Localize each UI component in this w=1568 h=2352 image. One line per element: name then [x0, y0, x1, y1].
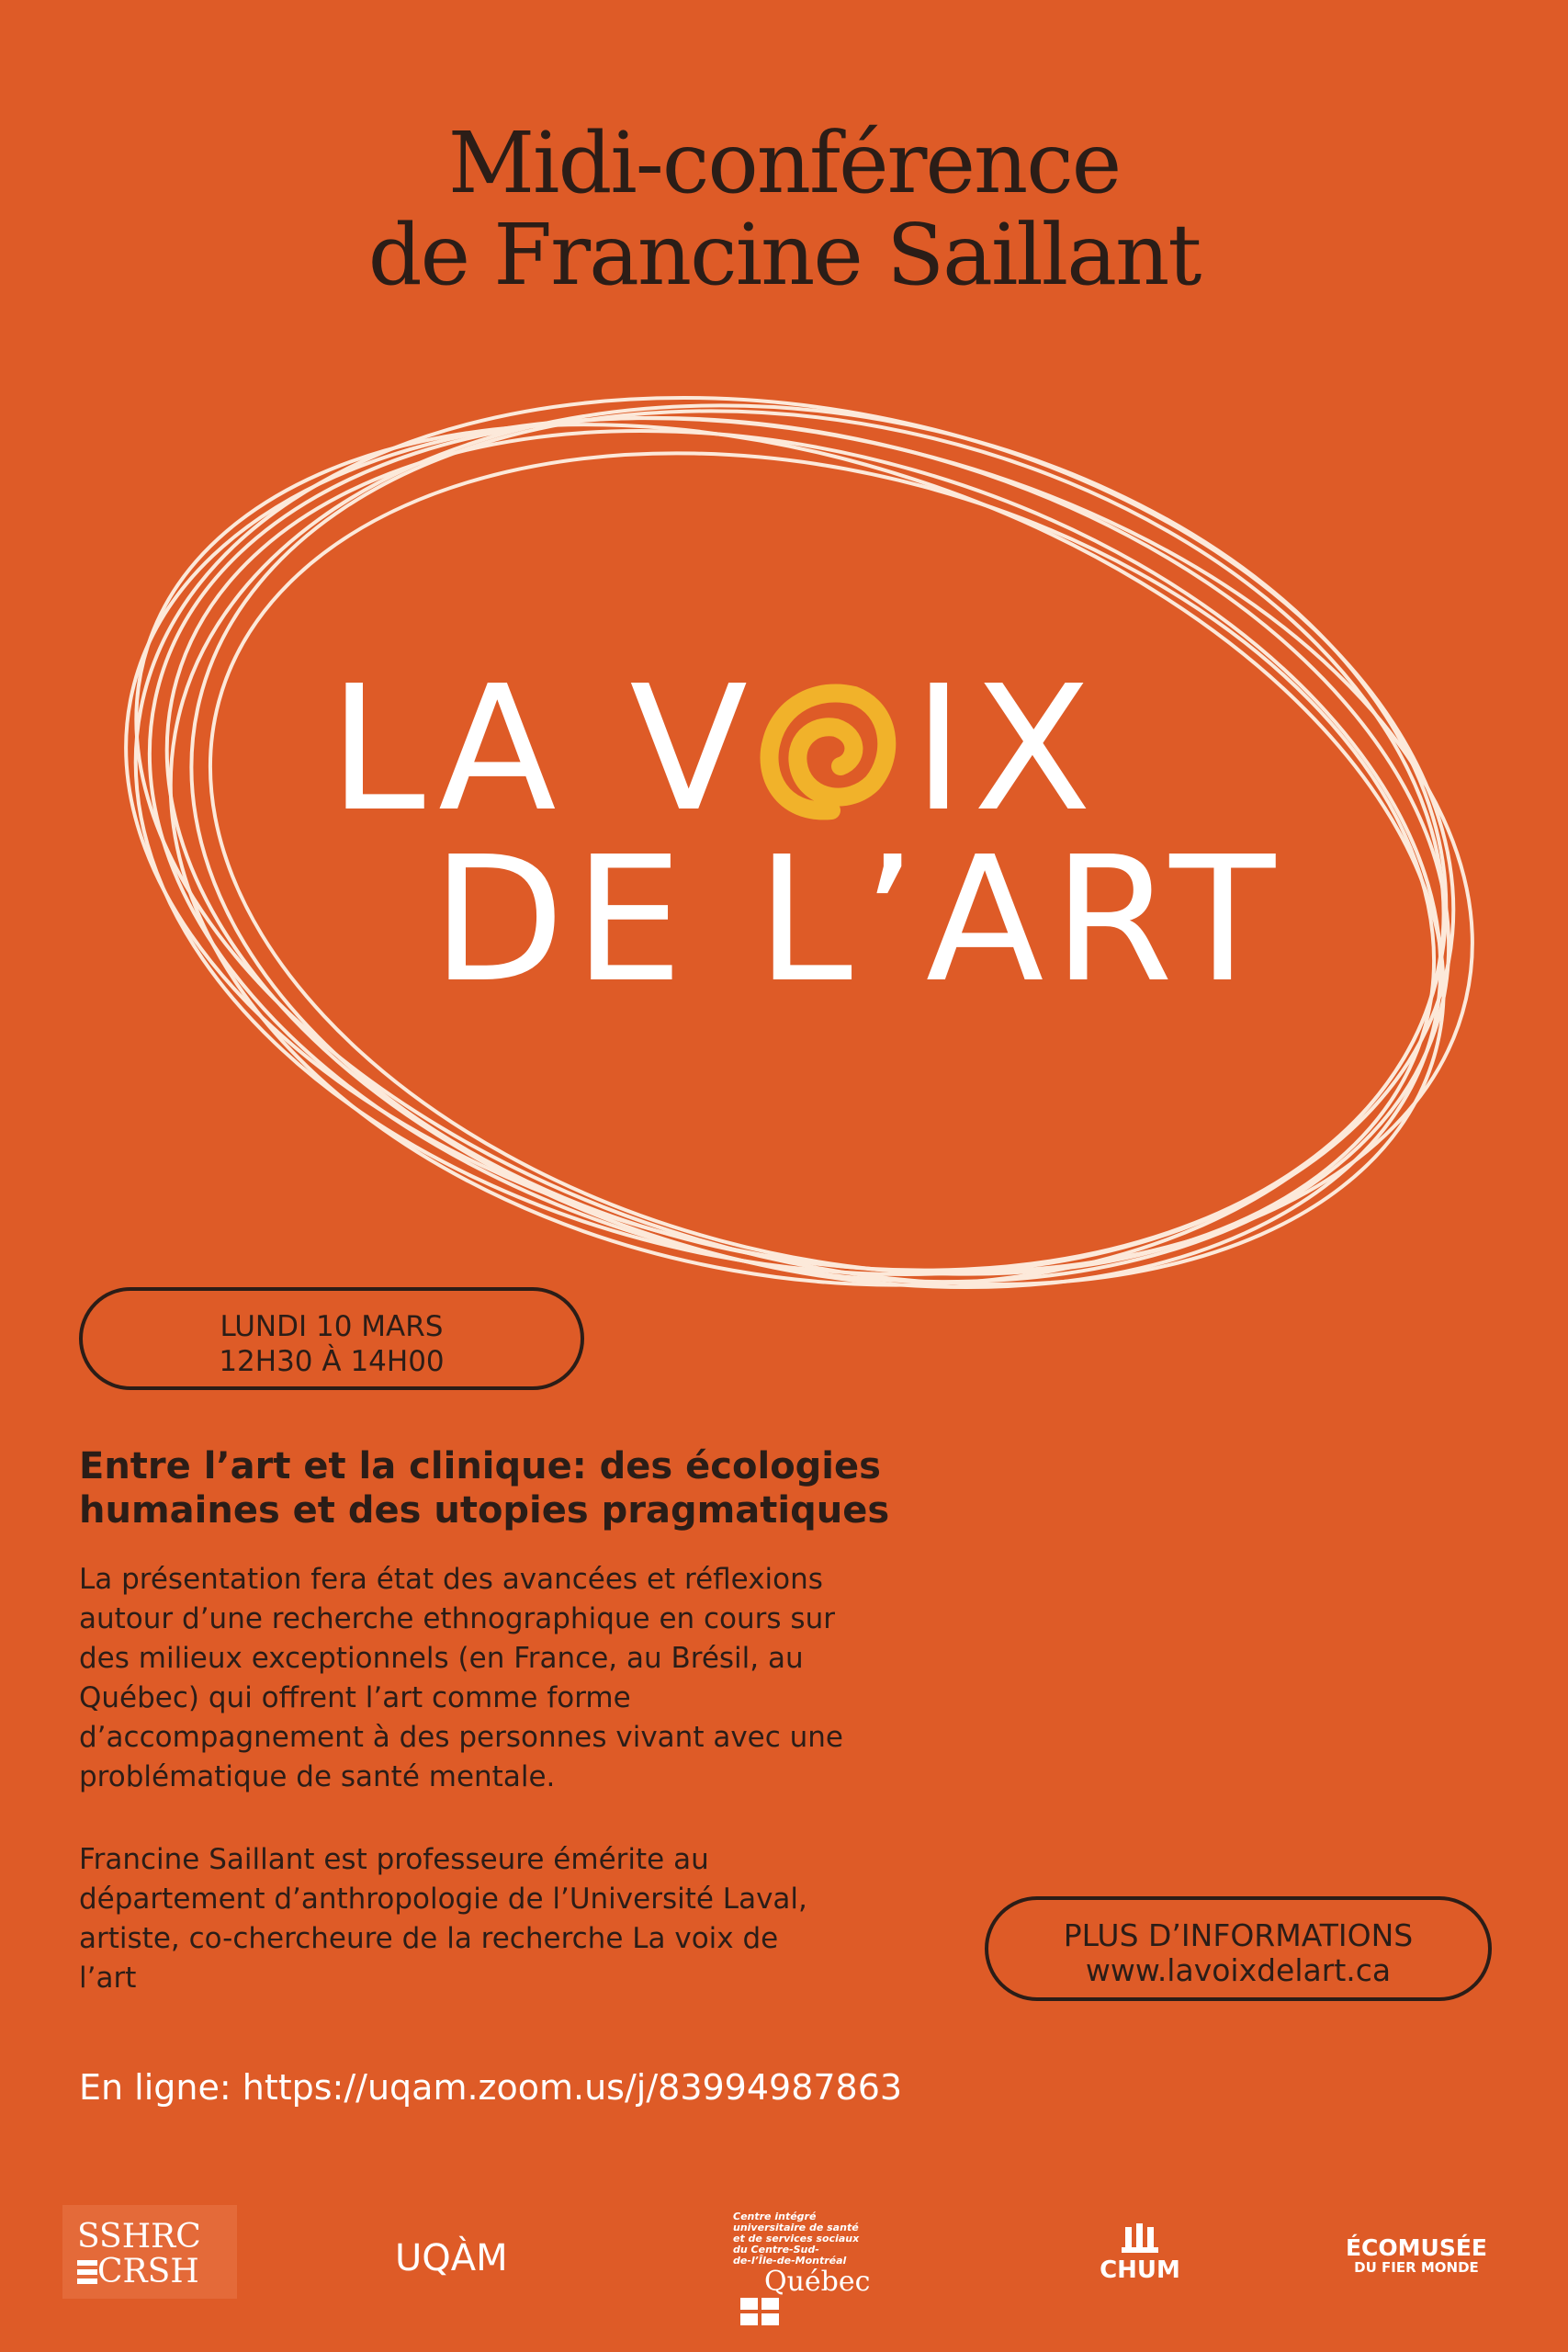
- ciusss-logo: [733, 2211, 917, 2325]
- more-info-badge[interactable]: [985, 1896, 1492, 2001]
- description-line: Québec) qui offrent l’art comme forme: [79, 1681, 631, 1714]
- title-line-1: Midi-conférence: [447, 114, 1121, 212]
- description-line: des milieux exceptionnels (en France, au Brésil, au: [79, 1642, 804, 1675]
- ecomusee-subtext: DU FIER MONDE: [1354, 2259, 1479, 2276]
- description-line: problématique de santé mentale.: [79, 1760, 556, 1793]
- bio-line: Francine Saillant est professeure émérite au: [79, 1843, 709, 1876]
- logo-line-2: DE L’ART: [432, 820, 1285, 1021]
- talk-title-line-2: humaines et des utopies pragmatiques: [79, 1489, 890, 1532]
- more-info-label: PLUS D’INFORMATIONS: [1063, 1917, 1414, 1953]
- crsh-text: CRSH: [97, 2253, 199, 2290]
- spiral-o-icon: [744, 663, 909, 838]
- bio-line: département d’anthropologie de l’Université Laval,: [79, 1883, 807, 1916]
- talk-title-line-1: Entre l’art et la clinique: des écologies: [79, 1445, 881, 1487]
- chum-logo: [1099, 2223, 1181, 2284]
- talk-title: [79, 1444, 998, 1532]
- event-date-badge: [79, 1287, 584, 1390]
- logo-line-1: [329, 649, 1101, 850]
- website-link[interactable]: www.lavoixdelart.ca: [1085, 1952, 1392, 1988]
- ecomusee-logo: [1334, 2236, 1499, 2275]
- partner-logos: [0, 2187, 1568, 2315]
- ecomusee-text: ÉCOMUSÉE: [1345, 2234, 1488, 2261]
- quebec-text: Québec: [764, 2266, 871, 2298]
- ciusss-line: et de services sociaux: [733, 2233, 860, 2245]
- logo-line-1-a: LA V: [329, 649, 758, 850]
- description-line: d’accompagnement à des personnes vivant avec une: [79, 1721, 844, 1754]
- logo-line-1-b: IX: [913, 649, 1101, 850]
- online-link[interactable]: En ligne: https://uqam.zoom.us/j/83994987863: [79, 2067, 903, 2108]
- sshrc-logo: [62, 2205, 237, 2299]
- title-line-2: de Francine Saillant: [367, 206, 1201, 304]
- event-date: LUNDI 10 MARS: [220, 1310, 444, 1343]
- ciusss-line: universitaire de santé: [733, 2222, 859, 2233]
- description-line: La présentation fera état des avancées et réflexions: [79, 1563, 823, 1596]
- ciusss-line: Centre intégré: [733, 2211, 817, 2222]
- bio-line: artiste, co-chercheure de la recherche La voix de: [79, 1922, 779, 1955]
- sshrc-text: SSHRC: [77, 2218, 201, 2256]
- chum-text: CHUM: [1100, 2256, 1180, 2284]
- ciusss-line: de-l’Île-de-Montréal: [733, 2255, 847, 2267]
- event-time: 12H30 À 14H00: [219, 1345, 445, 1378]
- bars-icon: [77, 2260, 97, 2288]
- description-line: autour d’une recherche ethnographique en cours sur: [79, 1602, 835, 1635]
- talk-description: [79, 1560, 961, 1797]
- chum-mark-icon: [1120, 2223, 1160, 2256]
- bio-line: l’art: [79, 1962, 137, 1995]
- ciusss-line: du Centre-Sud-: [733, 2244, 819, 2256]
- speaker-bio: [79, 1840, 961, 1998]
- quebec-flag-icon: [740, 2298, 779, 2325]
- uqam-logo: UQÀM: [395, 2237, 508, 2279]
